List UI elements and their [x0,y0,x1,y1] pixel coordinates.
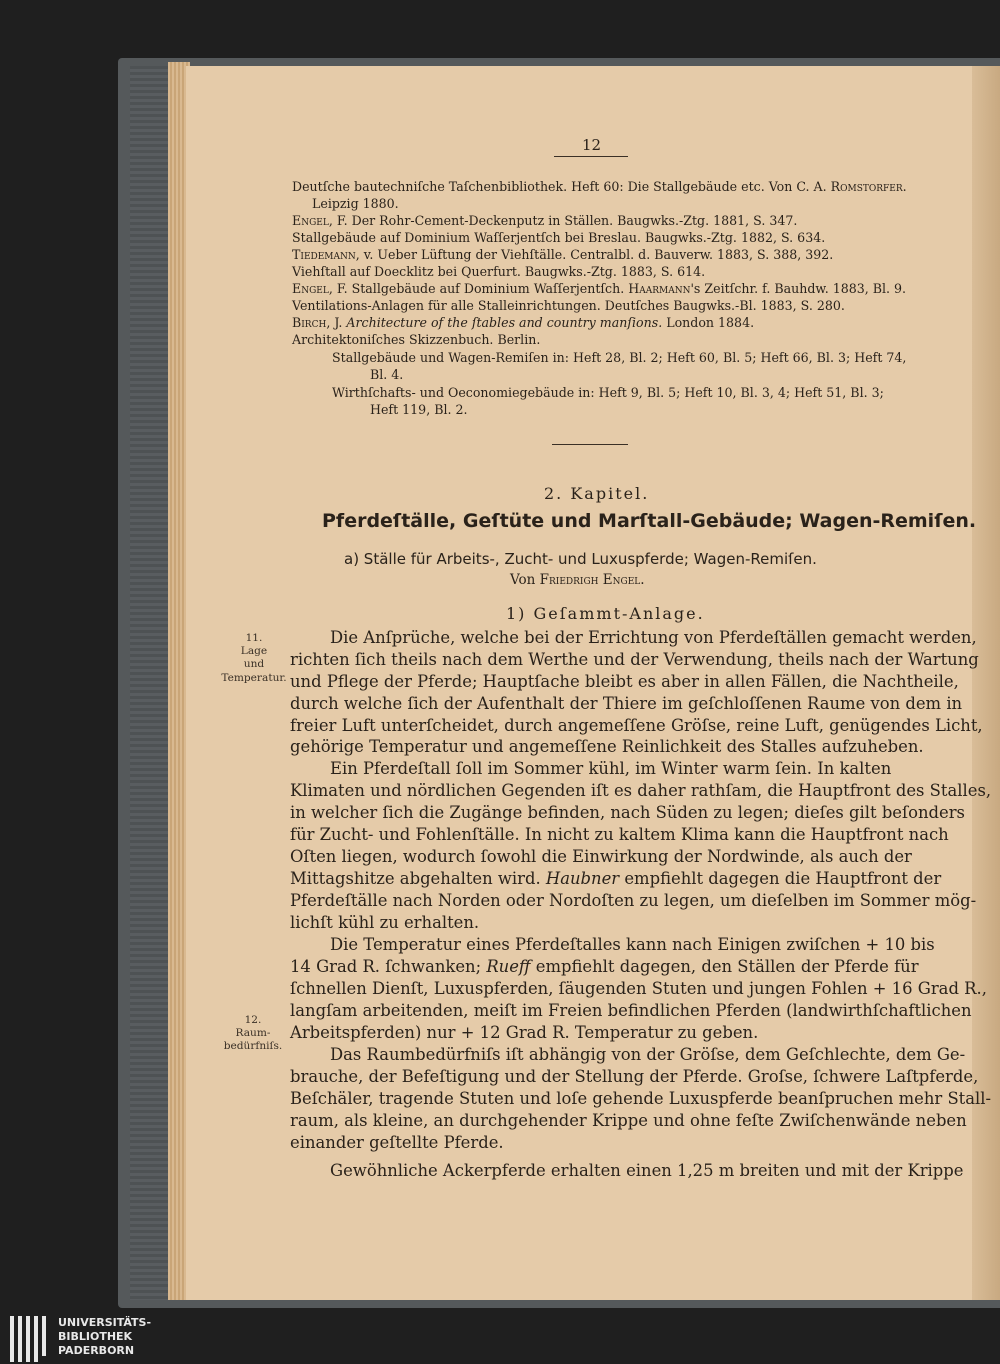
bib-line: Tiedemann, v. Ueber Lüftung der Viehſtälle. Centralbl. d. Bauverw. 1883, S. 388, 392. [292,247,834,262]
body-line: für Zucht- und Fohlenſtälle. In nicht zu kaltem Klima kann die Hauptfront nach [290,825,949,844]
bib-line: Wirthſchafts- und Oeconomiegebäude in: Heft 9, Bl. 5; Heft 10, Bl. 3, 4; Heft 51, Bl. 3; [332,385,884,400]
body-line: Die Temperatur eines Pferdeſtalles kann nach Einigen zwiſchen + 10 bis [330,935,935,954]
header-rule [554,156,628,157]
section-rule [552,444,628,445]
bib-line: Ventilations-Anlagen für alle Stalleinrichtungen. Deutſches Baugwks.-Bl. 1883, S. 280. [292,298,845,313]
margin-note: 12. Raum- bedürfniſs. [223,1014,283,1053]
body-line: 14 Grad R. ſchwanken; Rueff empfiehlt dagegen, den Ställen der Pferde für [290,957,919,976]
body-line: einander geſtellte Pferde. [290,1133,504,1152]
bib-line: Birch, J. Architecture of the ſtables and country manſions. London 1884. [292,315,755,330]
body-line: in welcher ſich die Zugänge befinden, nach Süden zu legen; dieſes gilt beſonders [290,803,965,822]
body-line: brauche, der Befeſtigung und der Stellung der Pferde. Groſse, ſchwere Laſtpferde, [290,1067,979,1086]
bib-line: Architektoniſches Skizzenbuch. Berlin. [292,332,541,347]
section-heading: 1) Geſammt-Anlage. [506,604,705,623]
body-line: Beſchäler, tragende Stuten und loſe gehende Luxuspferde beanſpruchen mehr Stall- [290,1089,992,1108]
body-line: Mittagshitze abgehalten wird. Haubner empfiehlt dagegen die Hauptfront der [290,869,942,888]
body-line: durch welche ſich der Aufenthalt der Thiere im geſchloſſenen Raume von dem in [290,694,963,713]
body-line: ſchnellen Dienſt, Luxuspferden, ſäugenden Stuten und jungen Fohlen + 16 Grad R., [290,979,987,998]
logo-bars-icon [10,1316,50,1362]
body-line: Oſten liegen, wodurch ſowohl die Einwirkung der Nordwinde, als auch der [290,847,912,866]
library-logo [6,1314,152,1364]
body-line: Gewöhnliche Ackerpferde erhalten einen 1,25 m breiten und mit der Krippe [330,1161,964,1180]
bib-line: Engel, F. Der Rohr-Cement-Deckenputz in Ställen. Baugwks.-Ztg. 1881, S. 347. [292,213,798,228]
body-line: Das Raumbedürfniſs iſt abhängig von der Gröſse, dem Geſchlechte, dem Ge- [330,1045,966,1064]
bib-line: Stallgebäude und Wagen-Remiſen in: Heft 28, Bl. 2; Heft 60, Bl. 5; Heft 66, Bl. 3; Heft 74, [332,350,907,365]
bib-line: Heft 119, Bl. 2. [370,402,468,417]
body-line: und Pflege der Pferde; Hauptſache bleibt es aber in allen Fällen, die Nachtheile, [290,672,959,691]
body-line: langſam arbeitenden, meiſt im Freien befindlichen Pferden (landwirthſchaftlichen [290,1001,972,1020]
body-line: gehörige Temperatur und angemeſſene Reinlichkeit des Stalles aufzuheben. [290,737,924,756]
body-line: lichſt kühl zu erhalten. [290,913,480,932]
bib-line: Engel, F. Stallgebäude auf Dominium Waſſerjentſch. Haarmann's Zeitſchr. f. Bauhdw. 1883, Bl. 9. [292,281,907,296]
body-line: Arbeitspferden) nur + 12 Grad R. Temperatur zu geben. [290,1023,759,1042]
bib-line: Viehſtall auf Doecklitz bei Querfurt. Baugwks.-Ztg. 1883, S. 614. [292,264,706,279]
page-gutter [972,66,1000,1300]
library-logo-text: UNIVERSITÄTS- BIBLIOTHEK PADERBORN [58,1316,152,1357]
bib-line: Stallgebäude auf Dominium Waſſerjentſch bei Breslau. Baugwks.-Ztg. 1882, S. 634. [292,230,826,245]
chapter-label: 2. Kapitel. [544,484,650,503]
body-line: Die Anſprüche, welche bei der Errichtung von Pferdeſtällen gemacht werden, [330,628,977,647]
chapter-title: Pferdeſtälle, Geſtüte und Marſtall-Gebäude; Wagen-Remiſen. [322,510,977,532]
body-line: Klimaten und nördlichen Gegenden iſt es daher rathſam, die Hauptfront des Stalles, [290,781,992,800]
bib-line: Leipzig 1880. [312,196,399,211]
body-line: freier Luft unterſcheidet, durch angemeſſene Gröſse, reine Luft, genügendes Licht, [290,716,983,735]
chapter-subtitle: a) Ställe für Arbeits-, Zucht- und Luxuspferde; Wagen-Remiſen. [344,550,817,568]
body-line: richten ſich theils nach dem Werthe und der Verwendung, theils nach der Wartung [290,650,979,669]
chapter-author: Von Friedrigh Engel. [510,572,645,588]
body-line: raum, als kleine, an durchgehender Krippe und ohne feſte Zwiſchenwände neben [290,1111,967,1130]
body-line: Pferdeſtälle nach Norden oder Nordoſten zu legen, um dieſelben im Sommer mög- [290,891,977,910]
body-line: Ein Pferdeſtall ſoll im Sommer kühl, im Winter warm ſein. In kalten [330,759,892,778]
margin-note: 11. Lage und Temperatur. [221,632,287,684]
bib-line: Deutſche bautechniſche Taſchenbibliothek. Heft 60: Die Stallgebäude etc. Von C. A. Romstorfer. [292,179,907,194]
page-number: 12 [582,136,602,154]
bib-line: Bl. 4. [370,367,404,382]
